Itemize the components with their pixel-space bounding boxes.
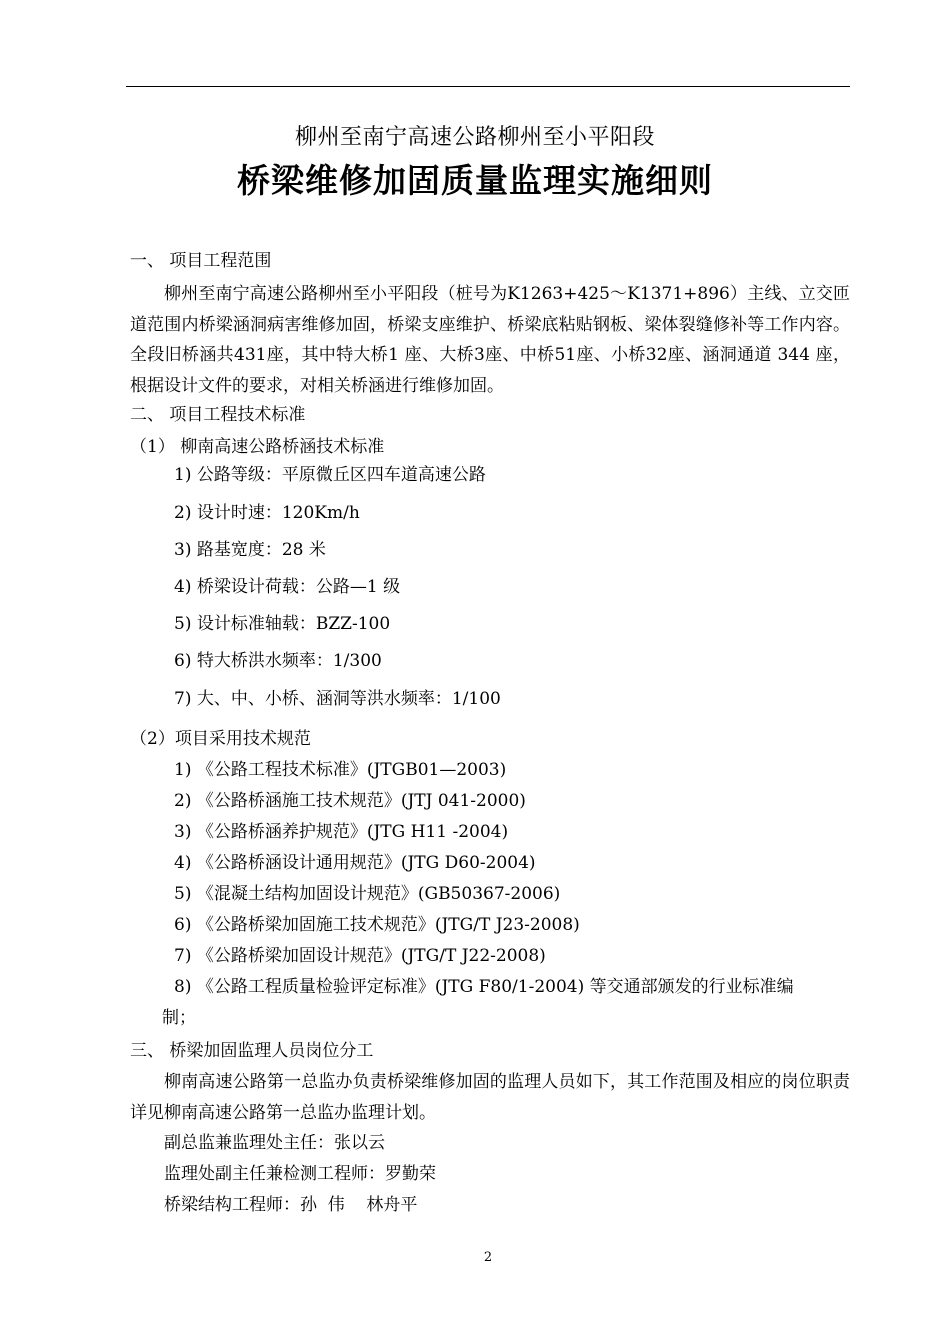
standard-item: 1) 公路等级：平原微丘区四车道高速公路 — [174, 465, 486, 485]
standard-item: 3) 路基宽度：28 米 — [174, 540, 326, 560]
spec-item: 8) 《公路工程质量检验评定标准》(JTG F80/1-2004) 等交通部颁发的行业标准编 — [174, 977, 794, 997]
spec-item: 4) 《公路桥涵设计通用规范》(JTG D60-2004) — [174, 853, 536, 873]
section-1-heading: 一、 项目工程范围 — [130, 251, 272, 271]
spec-item: 7) 《公路桥梁加固设计规范》(JTG/T J22-2008) — [174, 946, 546, 966]
section-2-sub1-heading: （1） 柳南高速公路桥涵技术标准 — [130, 437, 385, 457]
spec-item-continuation: 制； — [162, 1008, 196, 1028]
section-3-paragraph: 柳南高速公路第一总监办负责桥梁维修加固的监理人员如下，其工作范围及相应的岗位职责详见柳南高速公路第一总监办监理计划。 — [130, 1072, 850, 1123]
section-1-paragraph: 柳州至南宁高速公路柳州至小平阳段（桩号为K1263+425～K1371+896）主线、立交匝道范围内桥梁涵洞病害维修加固，桥梁支座维护、桥梁底粘贴钢板、梁体裂缝修补等工作内容。全段旧桥涵共431座，其中特大桥1 座、大桥3座、中桥51座、小桥32座、涵洞通道 344 座，根据设计文件的要求，对相关桥涵进行维修加固。 — [130, 284, 850, 396]
staff-line: 监理处副主任兼检测工程师：罗勤荣 — [164, 1164, 436, 1184]
spec-item: 2) 《公路桥涵施工技术规范》(JTJ 041-2000) — [174, 791, 526, 811]
staff-line: 桥梁结构工程师：孙 伟 林舟平 — [164, 1195, 418, 1215]
spec-item: 3) 《公路桥涵养护规范》(JTG H11 -2004) — [174, 822, 509, 842]
document-subtitle: 柳州至南宁高速公路柳州至小平阳段 — [294, 125, 655, 150]
standard-item: 4) 桥梁设计荷载：公路—1 级 — [174, 577, 401, 597]
spec-item: 1) 《公路工程技术标准》(JTGB01—2003) — [174, 760, 507, 780]
spec-item: 6) 《公路桥梁加固施工技术规范》(JTG/T J23-2008) — [174, 915, 580, 935]
standard-item: 2) 设计时速：120Km/h — [174, 503, 360, 523]
standard-item: 6) 特大桥洪水频率：1/300 — [174, 651, 382, 671]
staff-line: 副总监兼监理处主任：张以云 — [164, 1133, 385, 1153]
spec-item: 5) 《混凝土结构加固设计规范》(GB50367-2006) — [174, 884, 561, 904]
document-title: 桥梁维修加固质量监理实施细则 — [237, 161, 713, 200]
standard-item: 5) 设计标准轴载：BZZ-100 — [174, 614, 391, 634]
header-rule — [126, 86, 850, 87]
section-3-heading: 三、 桥梁加固监理人员岗位分工 — [130, 1041, 374, 1061]
section-2-sub2-heading: （2）项目采用技术规范 — [130, 729, 311, 749]
page-number: 2 — [483, 1250, 493, 1265]
standard-item: 7) 大、中、小桥、涵洞等洪水频率：1/100 — [174, 689, 501, 709]
section-2-heading: 二、 项目工程技术标准 — [130, 405, 306, 425]
